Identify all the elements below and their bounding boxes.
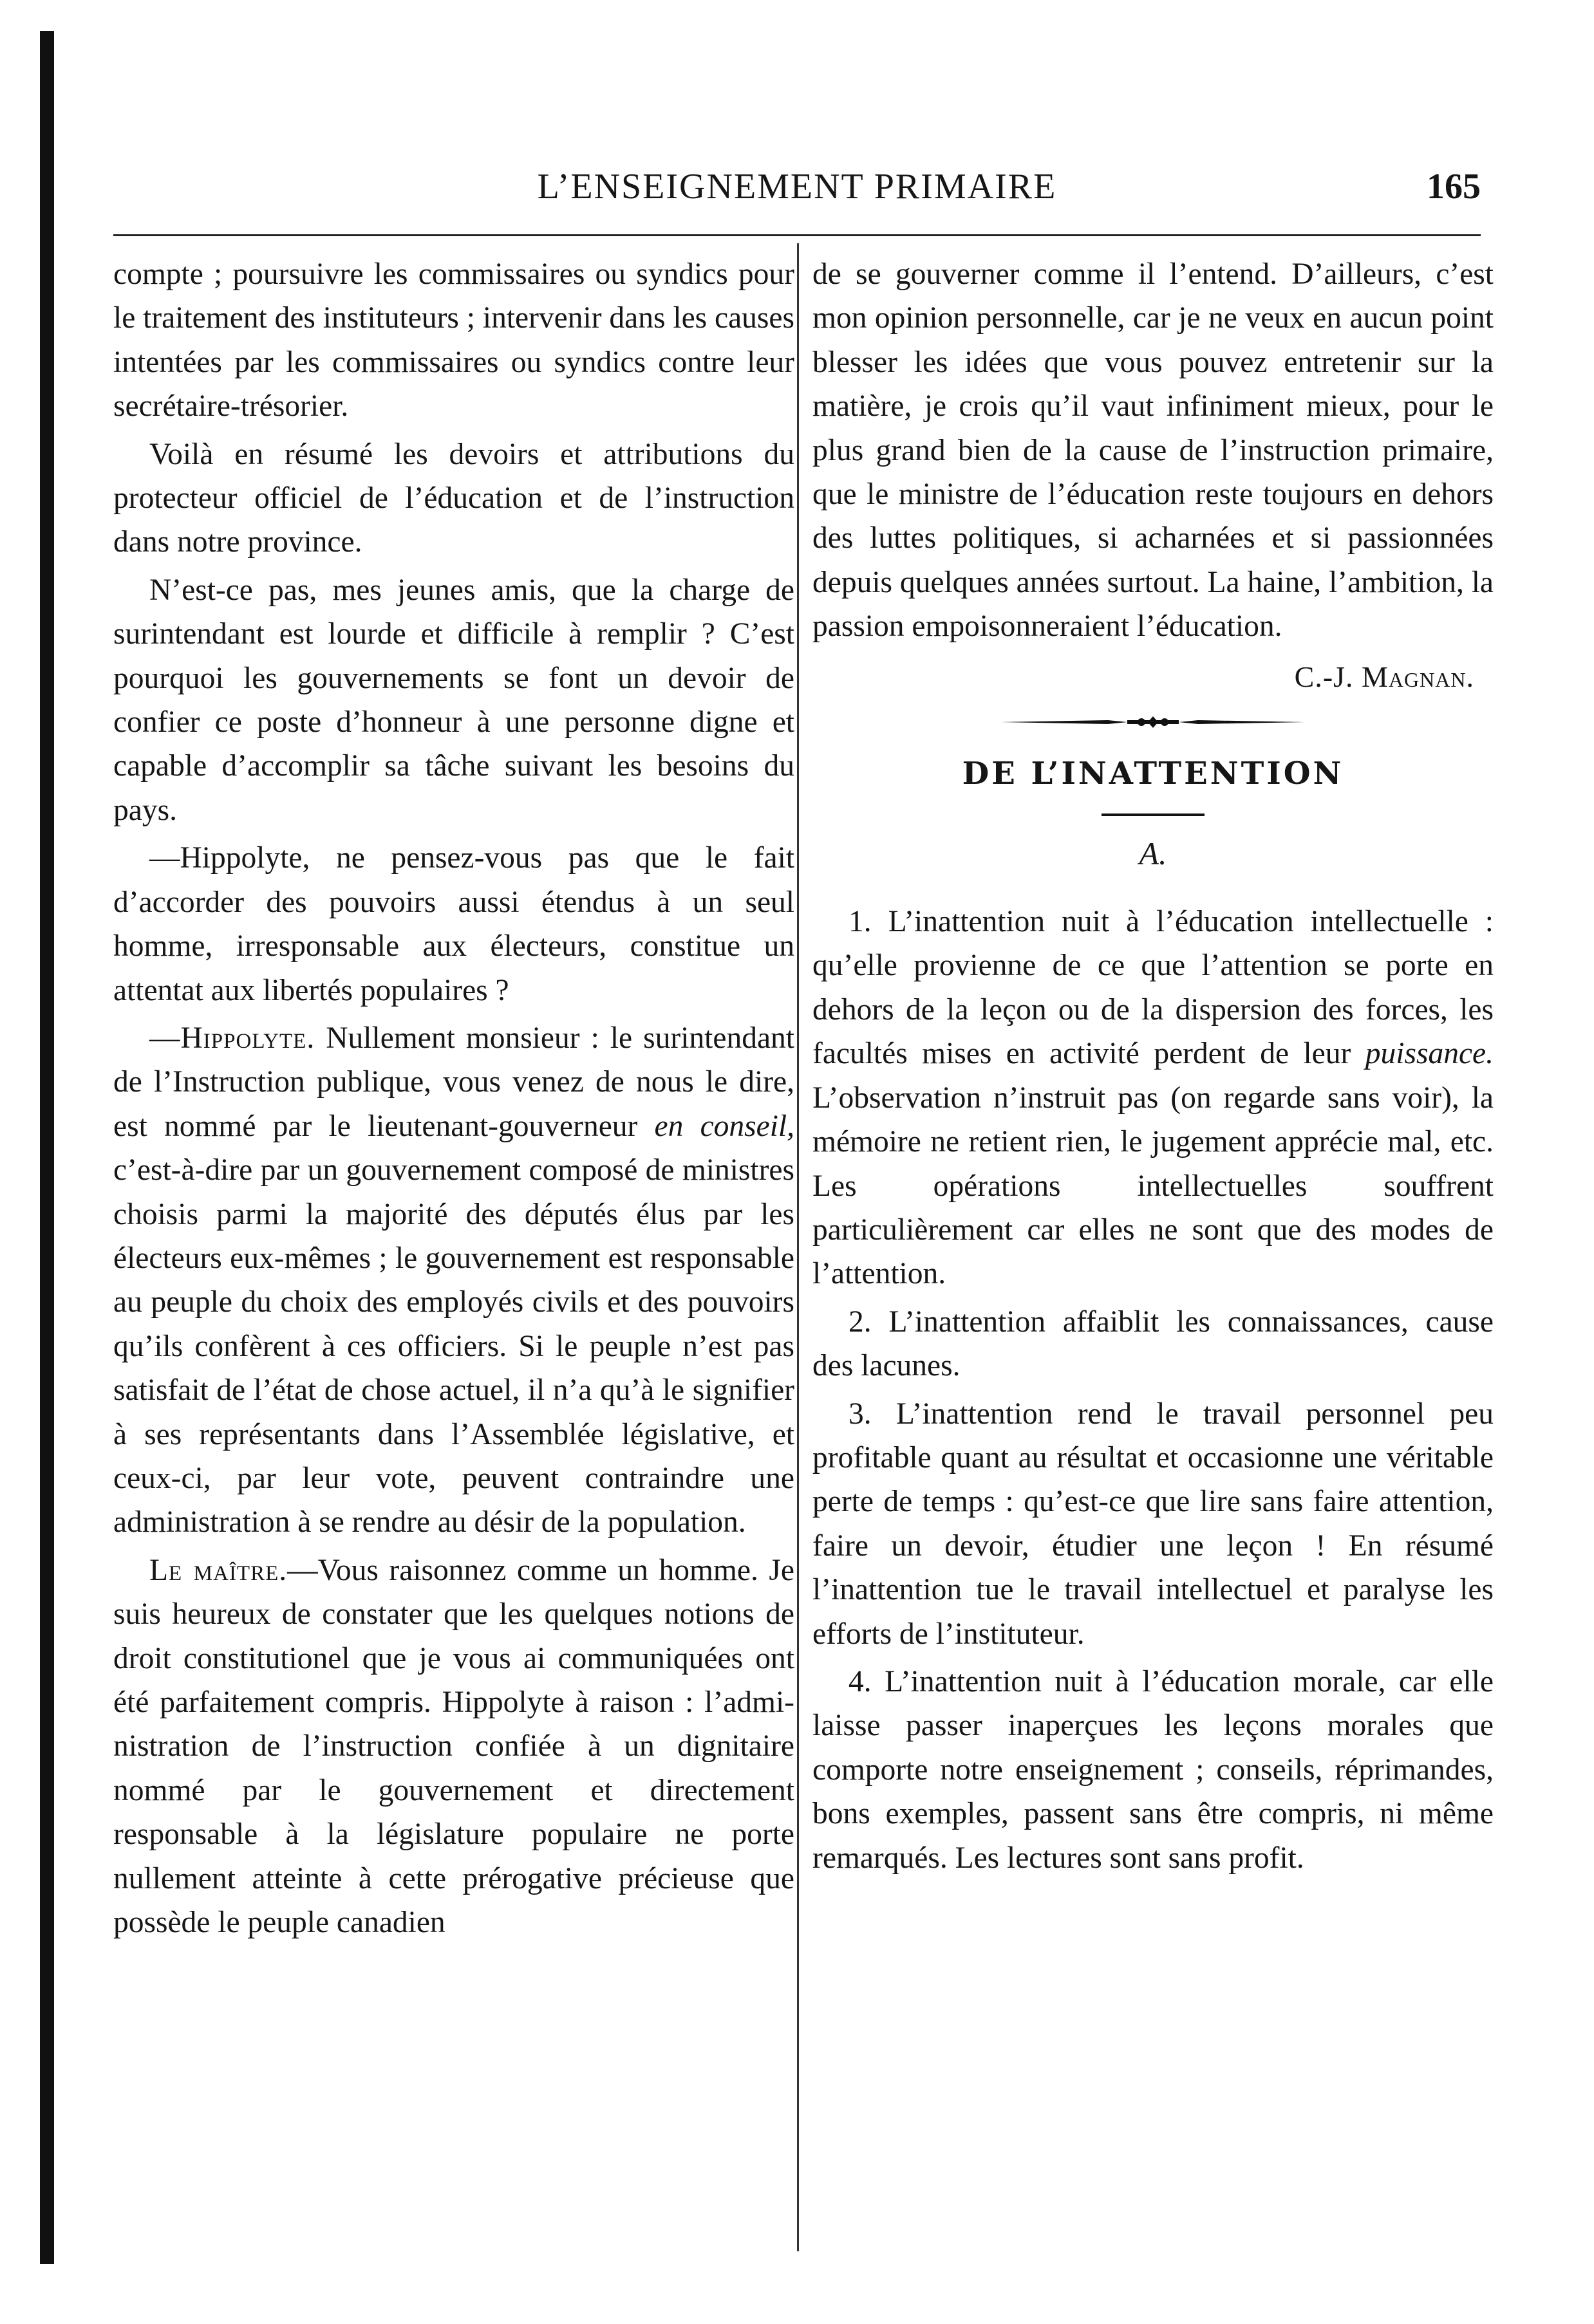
left-column bbox=[113, 252, 794, 1948]
list-item bbox=[812, 900, 1494, 1296]
paragraph: compte ; poursuivre les commissaires ou syndics pour le traitement des instituteurs ; intervenir dans les causes intentées par les commissaires ou syndics contre leur secrétaire-trésorier. bbox=[113, 257, 794, 423]
author-signature: C.-J. Magnan. bbox=[1294, 660, 1474, 693]
emphasis: puissance. bbox=[1365, 1037, 1494, 1071]
paragraph bbox=[113, 1016, 794, 1545]
paragraph-text: 1. L’inattention nuit à l’éducation intellectuelle : qu’elle provienne de ce que l’attention se porte en dehors de la leçon ou de la dispersion des forces, les facultés mises en activité perdent de leur bbox=[812, 905, 1494, 1071]
list-item: 3. L’inattention rend le travail personnel peu profitable quant au résultat et occasionne une véritable perte de temps : qu’est-ce que lire sans faire attention, faire un devoir, étudier une leçon ! En résumé l’inattention tue le travail intellectuel et paralyse les efforts de l’instituteur. bbox=[812, 1397, 1494, 1651]
paragraph: Voilà en résumé les devoirs et attributions du protecteur officiel de l’éducation et de l’instruction dans notre province. bbox=[113, 437, 794, 559]
paragraph: N’est-ce pas, mes jeunes amis, que la charge de surintendant est lourde et difficile à remplir ? C’est pourquoi les gouvernements se font un devoir de confier ce poste d’honneur à une personne digne et capable d’accomplir sa tâche suivant les besoins du pays. bbox=[113, 573, 794, 827]
list-item: 2. L’inattention affaiblit les connaissances, cause des lacunes. bbox=[812, 1305, 1494, 1383]
list-item: 4. L’inattention nuit à l’éducation morale, car elle laisse passer inaperçues les leçons morales que comporte notre enseignement ; conseils, réprimandes, bons exemples, passent sans être compris, ni même remarqués. Les lectures sont sans profit. bbox=[812, 1664, 1494, 1875]
speaker-name: —Hippolyte. bbox=[149, 1021, 315, 1055]
ornament-divider bbox=[999, 714, 1308, 730]
paragraph-text: L’observation n’instruit pas (on regarde sans voir), la mémoire ne retient rien, le jugement apprécie mal, etc. Les opérations intellectuelles souffrent particulièrement car elles ne sont que des modes de l’attention. bbox=[812, 1081, 1494, 1291]
column-divider bbox=[797, 243, 799, 2251]
paragraph bbox=[113, 1548, 794, 1945]
right-column bbox=[812, 252, 1494, 1884]
section-number: A. bbox=[1139, 835, 1167, 872]
running-title: L’ENSEIGNEMENT PRIMAIRE bbox=[537, 167, 1057, 207]
speaker-name: Le maître. bbox=[149, 1553, 288, 1587]
paragraph-text: Nullement monsieur : le surintendant de l’Instruction publique, vous venez de nous le dire, est nommé par le lieutenant-gouverneur bbox=[113, 1021, 794, 1143]
section-rule bbox=[1102, 813, 1205, 816]
page-header bbox=[113, 161, 1481, 212]
emphasis: en conseil, bbox=[654, 1109, 794, 1143]
paragraph: de se gouverner comme il l’entend. D’ailleurs, c’est mon opinion personnelle, car je ne veux en aucun point blesser les idées que vous pouvez entretenir sur la matière, je crois qu’il vaut infiniment mieux, pour le plus grand bien de la cause de l’instruction primaire, que le ministre de l’éducation reste toujours en dehors des luttes politiques, si acharnées et si passionnées depuis quelques années surtout. La haine, l’ambition, la passion empoisonneraient l’éducation. bbox=[812, 257, 1494, 644]
header-rule bbox=[113, 234, 1481, 236]
page-number: 165 bbox=[1427, 167, 1481, 207]
page-edge-shadow bbox=[40, 31, 54, 2264]
section-title: DE L’INATTENTION bbox=[962, 756, 1344, 792]
paragraph-text: c’est-à-dire par un gouvernement composé de ministres choisis parmi la majorité des députés élus par les électeurs eux-mêmes ; le gouvernement est responsable au peuple du choix des employés civils et des pouvoirs qu’ils confèrent à ces officiers. Si le peuple n’est pas satisfait de l’état de chose actuel, il n’a qu’à le signifier à ses représentants dans l’Assemblée législative, et ceux-ci, par leur vote, peuvent contraindre une administration à se rendre au désir de la population. bbox=[113, 1153, 794, 1539]
paragraph-text: —Vous raisonnez comme un homme. Je suis heureux de constater que les quelques notions de droit constitutionel que je vous ai communiquées ont été parfaitement compris. Hippolyte à raison : l’administration de l’instruction confiée à un dignitaire nommé par le gouvernement et directement responsable à la législature populaire ne porte nullement atteinte à cette prérogative précieuse que possède le peuple canadien bbox=[113, 1553, 794, 1940]
paragraph: —Hippolyte, ne pensez-vous pas que le fait d’accorder des pouvoirs aussi étendus à un seul homme, irresponsable aux électeurs, constitue un attentat aux libertés populaires ? bbox=[113, 841, 794, 1007]
